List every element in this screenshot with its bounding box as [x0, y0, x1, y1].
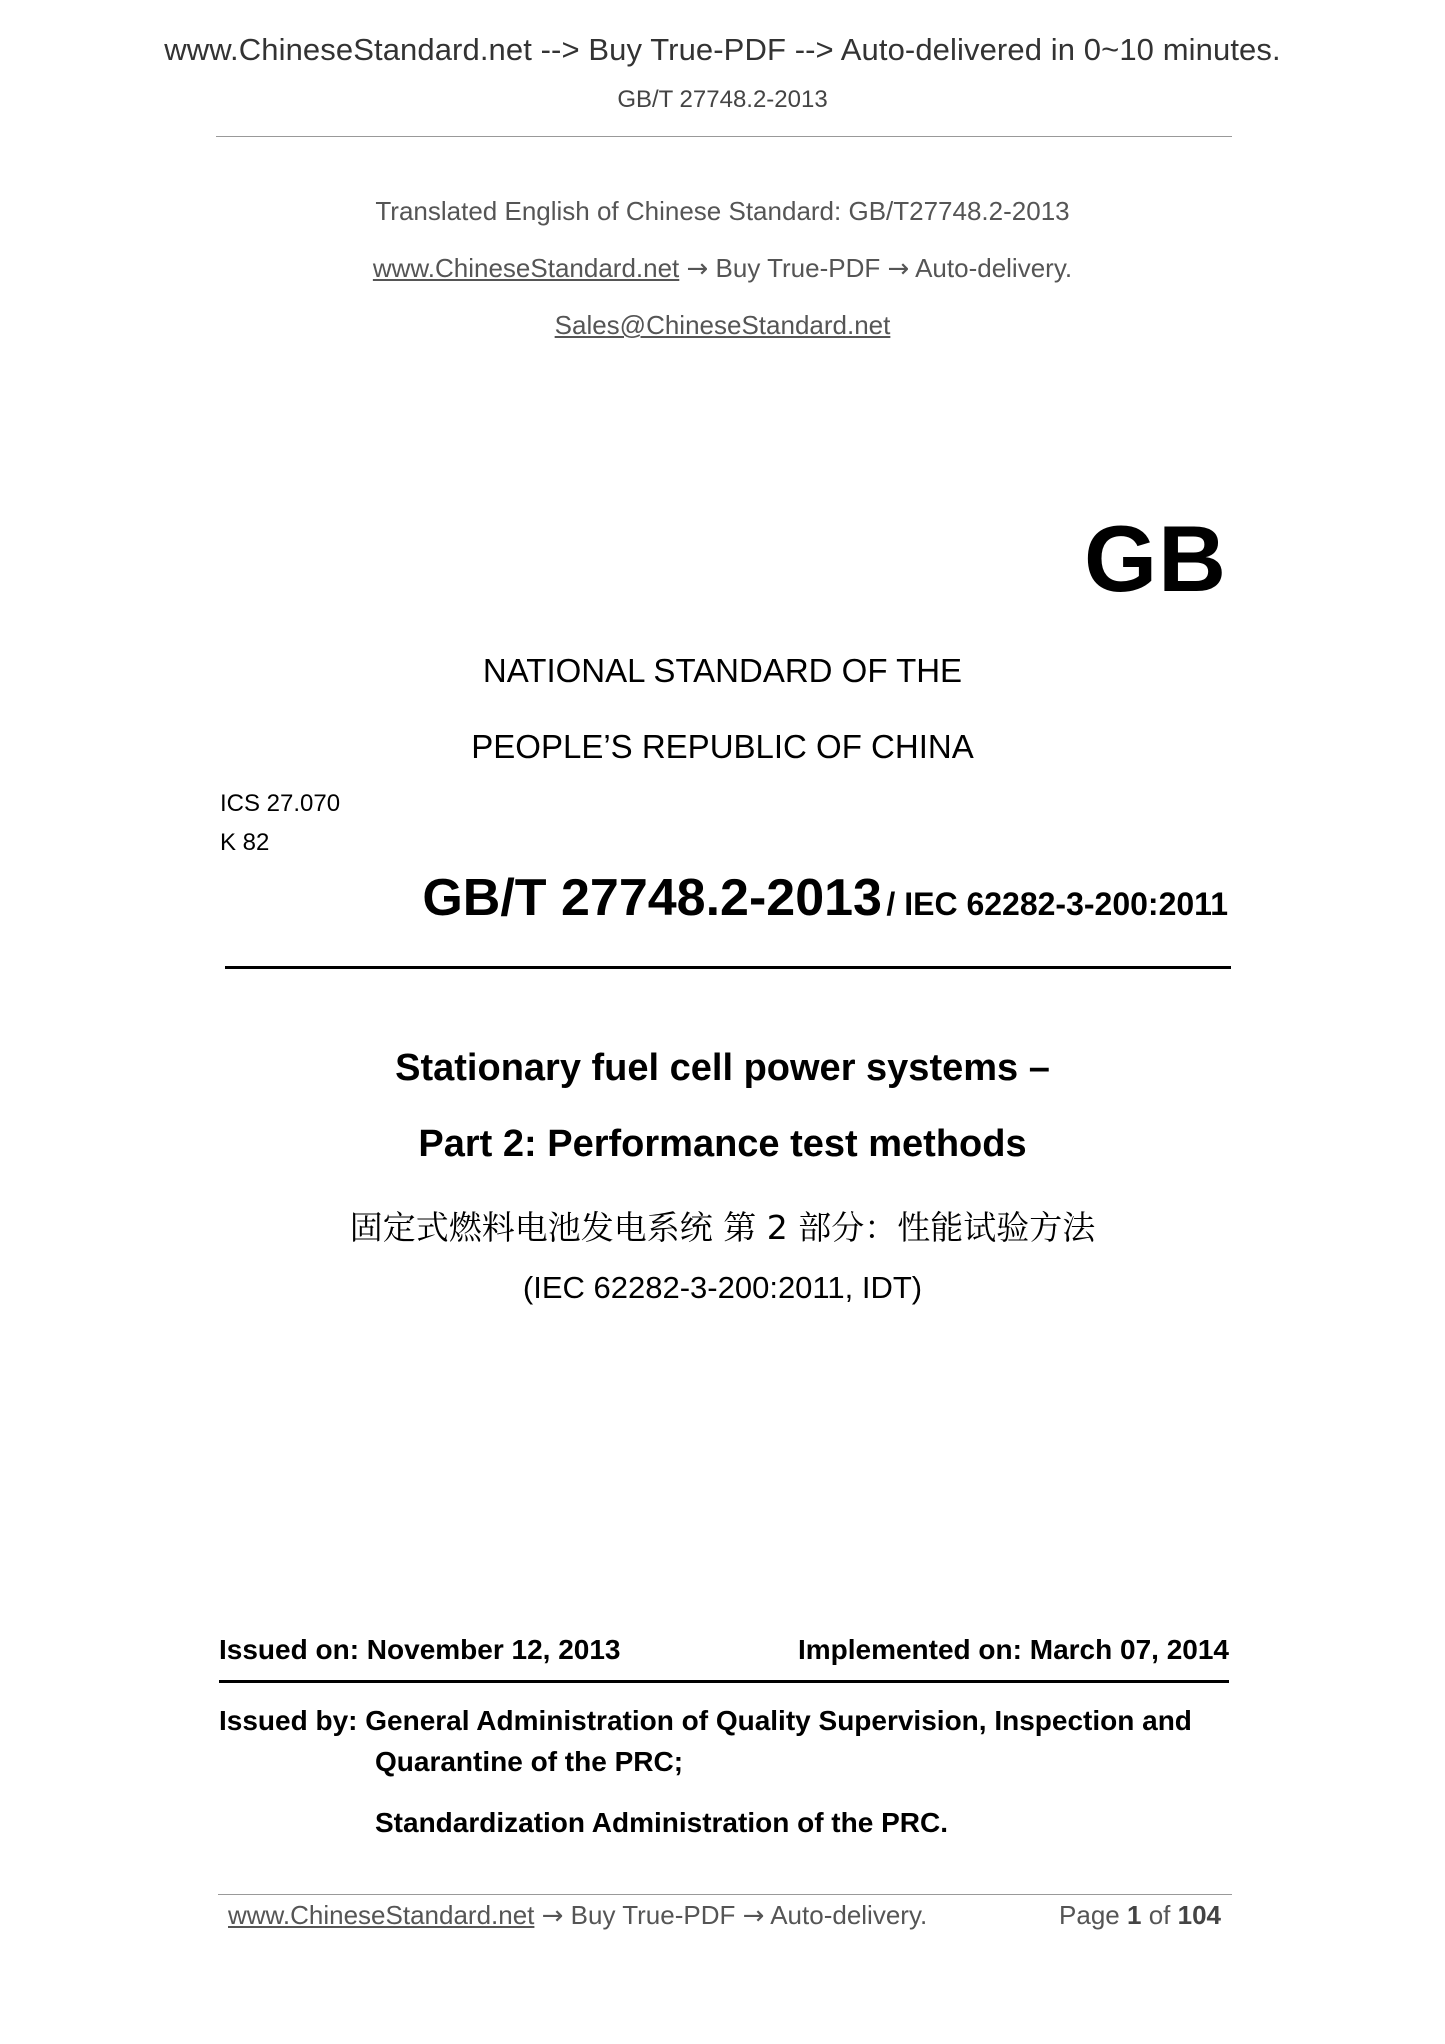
page-indicator [1059, 1900, 1221, 1931]
document-title-chinese: 固定式燃料电池发电系统 第 2 部分：性能试验方法 [349, 1208, 1096, 1247]
classification-code: K 82 [220, 829, 270, 856]
document-title-line-1: Stationary fuel cell power systems – [395, 1047, 1050, 1089]
document-title-line-2: Part 2: Performance test methods [418, 1123, 1027, 1165]
issued-by-line-1: Issued by: General Administration of Quality Supervision, Inspection and [219, 1705, 1192, 1736]
national-standard-line-1: NATIONAL STANDARD OF THE [482, 652, 963, 689]
header-divider [216, 136, 1232, 137]
sales-email-line [0, 310, 1445, 341]
arrow-right-icon: → [742, 1901, 765, 1931]
footer-divider [218, 1894, 1232, 1895]
issued-on-date: Issued on: November 12, 2013 [219, 1634, 621, 1665]
adoption-statement: (IEC 62282-3-200:2011, IDT) [522, 1270, 923, 1305]
footer-buy-text: Buy True-PDF [570, 1900, 736, 1930]
implemented-on-date: Implemented on: March 07, 2014 [797, 1634, 1229, 1665]
page-total: 104 [1177, 1900, 1221, 1930]
title-divider [225, 966, 1231, 969]
issued-by-line-2: Quarantine of the PRC; [375, 1746, 684, 1777]
page-number: 1 [1126, 1900, 1142, 1930]
iec-equivalent: / IEC 62282-3-200:2011 [886, 886, 1228, 922]
footer-site-link[interactable]: www.ChineseStandard.net [228, 1900, 535, 1930]
standard-number-line [422, 868, 1228, 928]
issued-by-line-3: Standardization Administration of the PRC. [375, 1807, 948, 1838]
of-label: of [1148, 1900, 1171, 1930]
auto-delivery-text: Auto-delivery. [915, 253, 1073, 283]
footer-delivery-text: Auto-delivery. [770, 1900, 928, 1930]
page-label: Page [1059, 1900, 1120, 1930]
running-header: GB/T 27748.2-2013 [617, 86, 828, 113]
top-banner: www.ChineseStandard.net --> Buy True-PDF --> Auto-delivered in 0~10 minutes. [164, 32, 1281, 67]
arrow-right-icon: → [686, 254, 709, 284]
buy-true-pdf-text: Buy True-PDF [715, 253, 881, 283]
translation-link-line [0, 253, 1445, 284]
site-link[interactable]: www.ChineseStandard.net [372, 253, 680, 283]
national-standard-line-2: PEOPLE’S REPUBLIC OF CHINA [471, 728, 974, 765]
standard-number: GB/T 27748.2-2013 [422, 869, 882, 927]
sales-email-link[interactable]: Sales@ChineseStandard.net [554, 310, 891, 340]
dates-divider [219, 1680, 1229, 1683]
gb-logo: GB [1084, 506, 1227, 611]
translation-title: Translated English of Chinese Standard: GB/T27748.2-2013 [375, 196, 1070, 226]
arrow-right-icon: → [541, 1901, 564, 1931]
ics-code: ICS 27.070 [220, 790, 341, 817]
arrow-right-icon: → [887, 254, 910, 284]
footer-links [228, 1900, 927, 1931]
